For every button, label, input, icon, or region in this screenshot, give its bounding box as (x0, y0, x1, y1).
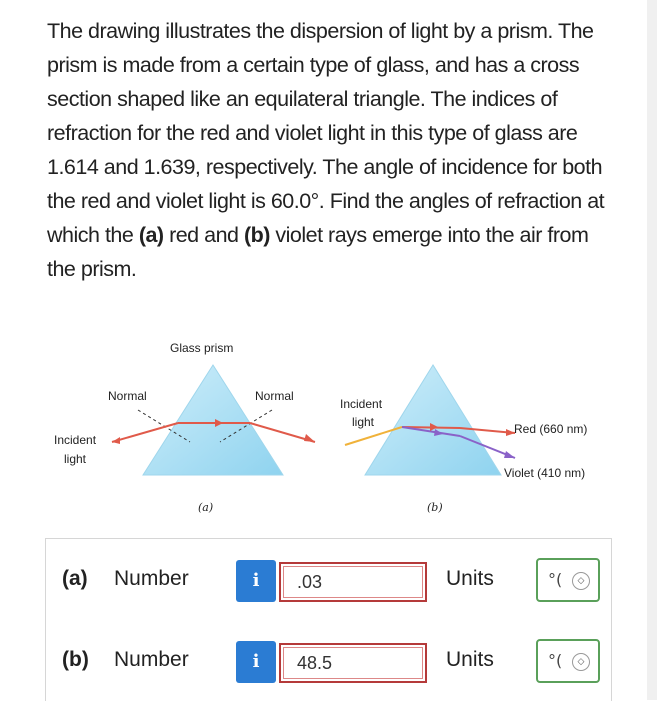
units-select-value: °( (548, 570, 563, 589)
normal-right-label: Normal (255, 389, 294, 403)
incident-a-line1: Incident (54, 433, 97, 447)
units-select-a[interactable] (536, 558, 600, 602)
number-input-b[interactable]: 48.5 (279, 643, 427, 683)
question-text (47, 14, 617, 286)
red-label: Red (660 nm) (514, 422, 588, 436)
answer-part-label: (b) (62, 648, 89, 671)
normal-left-label: Normal (108, 389, 147, 403)
violet-label: Violet (410 nm) (504, 466, 586, 480)
question-part3: violet rays emerge into the air from the prism. (47, 223, 589, 281)
number-label: Number (114, 648, 189, 671)
chevron-updown-icon: ◇ (572, 653, 590, 671)
answer-part-label: (a) (62, 567, 88, 590)
question-part1: The drawing illustrates the dispersion of light by a prism. The prism is made from a certain type of glass, and has a cross section shaped like an equilateral triangle. The indices of refraction for the red and violet light in this type of glass are 1.614 and 1.639, respectively. The angle of incidence for both the red and violet light is 60.0°. Find the angles of refraction at which the (47, 19, 605, 247)
ray-a-arrow-in (112, 437, 120, 444)
info-icon[interactable]: i (236, 641, 276, 683)
question-part2: red and (163, 223, 244, 247)
part-a-label: (a) (138, 223, 164, 247)
incident-a-line2: light (64, 452, 87, 466)
fig-label-a: (a) (198, 501, 214, 514)
prism-b (365, 365, 501, 475)
number-label: Number (114, 567, 189, 590)
part-b-label: (b) (243, 223, 270, 247)
fig-label-b: (b) (427, 501, 443, 514)
ray-a-arrow-out (304, 434, 315, 442)
glass-prism-label: Glass prism (170, 341, 234, 355)
prism-figure (40, 330, 620, 530)
chevron-updown-icon: ◇ (572, 572, 590, 590)
units-select-value: °( (548, 651, 563, 670)
number-input-a[interactable]: .03 (279, 562, 427, 602)
answer-row-b (46, 639, 611, 685)
units-select-b[interactable] (536, 639, 600, 683)
scrollbar-track[interactable] (647, 0, 657, 700)
units-label: Units (446, 567, 494, 590)
incident-b-line2: light (352, 415, 375, 429)
units-label: Units (446, 648, 494, 671)
prism-a (143, 365, 283, 475)
ray-b-arrow-violet-out (504, 451, 515, 458)
info-icon[interactable]: i (236, 560, 276, 602)
incident-b-line1: Incident (340, 397, 383, 411)
answer-panel (45, 538, 612, 701)
answer-row-a (46, 558, 611, 604)
